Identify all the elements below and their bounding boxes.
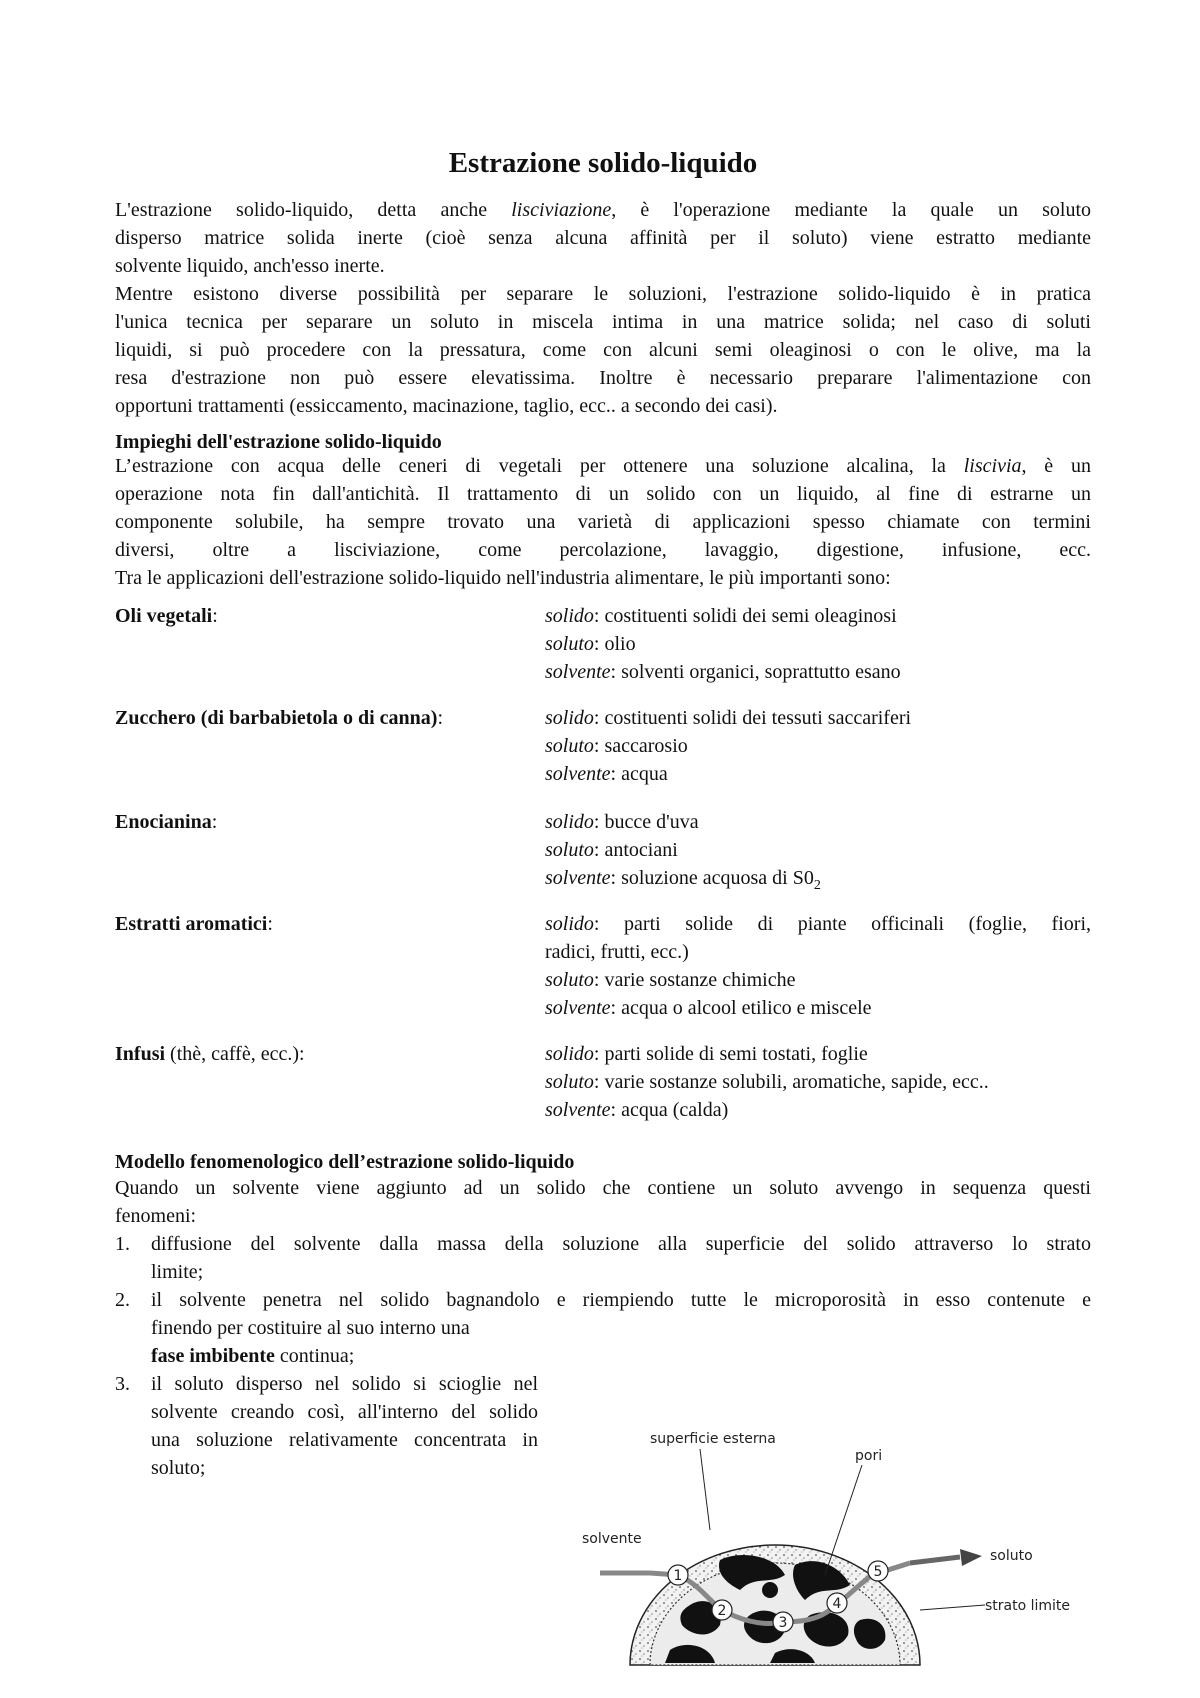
application-detail-line: soluto: varie sostanze chimiche xyxy=(545,969,796,991)
impieghi-line: L’estrazione con acqua delle ceneri di vegetali per ottenere una soluzione alcalina, la liscivia, è un xyxy=(115,455,1091,477)
section-impieghi-body xyxy=(115,452,1091,592)
intro-p2-line: resa d'estrazione non può essere elevatissima. Inoltre è necessario preparare l'alimentazione con xyxy=(115,367,1091,389)
application-detail-line: solido: costituenti solidi dei tessuti saccariferi xyxy=(545,707,912,729)
step-line: fase imbibente continua; xyxy=(151,1345,355,1367)
step-line: soluto; xyxy=(151,1457,206,1479)
solute-arrow-line xyxy=(910,1557,960,1563)
phenomenon-step xyxy=(115,1286,1091,1370)
solute-arrowhead xyxy=(960,1549,982,1566)
application-details xyxy=(545,602,1091,686)
application-detail-line: solido: parti solide di piante officinali (foglie, fiori, xyxy=(545,913,1091,935)
application-name: Zucchero (di barbabietola o di canna): xyxy=(115,707,443,729)
application-detail-line: soluto: saccarosio xyxy=(545,735,688,757)
application-detail-line: solvente: acqua o alcool etilico e miscele xyxy=(545,997,872,1019)
section-modello-intro xyxy=(115,1174,1091,1230)
application-name: Infusi (thè, caffè, ecc.): xyxy=(115,1043,305,1065)
intro-p1-line: solvente liquido, anch'esso inerte. xyxy=(115,255,385,277)
impieghi-line: componente solubile, ha sempre trovato una varietà di applicazioni spesso chiamate con termini xyxy=(115,511,1091,533)
step-marker-2: 2 xyxy=(717,1603,727,1619)
application-details xyxy=(545,910,1091,1022)
step-line: il solvente penetra nel solido bagnandolo e riempiendo tutte le microporosità in esso contenute e xyxy=(151,1289,1091,1311)
step-number: 2. xyxy=(115,1289,130,1311)
intro-p2-line: Mentre esistono diverse possibilità per separare le soluzioni, l'estrazione solido-liquido è in pratica xyxy=(115,283,1091,305)
step-line: diffusione del solvente dalla massa della soluzione alla superficie del solido attraverso lo strato xyxy=(151,1233,1091,1255)
application-details xyxy=(545,704,1091,788)
intro-p1-line: L'estrazione solido-liquido, detta anche lisciviazione, è l'operazione mediante la quale un soluto xyxy=(115,199,1092,221)
application-name: Oli vegetali: xyxy=(115,605,218,627)
step-line: una soluzione relativamente concentrata in xyxy=(151,1429,538,1451)
step-number: 1. xyxy=(115,1233,130,1255)
phenomenon-step xyxy=(115,1230,1091,1286)
intro-p2-line: l'unica tecnica per separare un soluto in miscela intima in una matrice solida; nel caso di soluti xyxy=(115,311,1091,333)
impieghi-line: Tra le applicazioni dell'estrazione solido-liquido nell'industria alimentare, le più importanti sono: xyxy=(115,567,891,589)
application-details xyxy=(545,808,1091,900)
application-name: Estratti aromatici: xyxy=(115,913,273,935)
application-detail-line: solvente: acqua xyxy=(545,763,668,785)
application-detail-line: solvente: soluzione acquosa di $S0_2$ xyxy=(545,867,821,893)
label-soluto: soluto xyxy=(990,1548,1033,1564)
impieghi-line: diversi, oltre a lisciviazione, come percolazione, lavaggio, digestione, infusione, ecc. xyxy=(115,539,1091,561)
page-title: Estrazione solido-liquido xyxy=(448,147,758,179)
intro-p2-line: liquidi, si può procedere con la pressatura, come con alcuni semi oleaginosi o con le olive, ma la xyxy=(115,339,1091,361)
label-strato-limite: strato limite xyxy=(985,1598,1071,1614)
application-detail-line: solvente: acqua (calda) xyxy=(545,1099,729,1121)
step-marker-3: 3 xyxy=(778,1615,788,1631)
intro-p1-line: disperso matrice solida inerte (cioè senza alcuna affinità per il soluto) viene estratto mediante xyxy=(115,227,1091,249)
application-detail-line: solvente: solventi organici, soprattutto esano xyxy=(545,661,901,683)
step-line: solvente creando così, all'interno del solido xyxy=(151,1401,538,1423)
section-heading-impieghi: Impieghi dell'estrazione solido-liquido xyxy=(115,431,442,453)
step-line: limite; xyxy=(151,1261,204,1283)
extraction-diagram-svg xyxy=(582,1425,1100,1675)
intro-paragraph-2 xyxy=(115,280,1091,420)
modello-intro-line: Quando un solvente viene aggiunto ad un solido che contiene un soluto avvengo in sequenza questi xyxy=(115,1177,1091,1199)
application-detail-line: radici, frutti, ecc.) xyxy=(545,941,689,963)
section-heading-modello: Modello fenomenologico dell’estrazione solido-liquido xyxy=(115,1151,575,1173)
leader-superficie xyxy=(700,1449,710,1530)
impieghi-line: operazione nota fin dall'antichità. Il trattamento di un solido con un liquido, al fine di estrarne un xyxy=(115,483,1091,505)
step-line: finendo per costituire al suo interno una xyxy=(151,1317,470,1339)
modello-intro-line: fenomeni: xyxy=(115,1205,197,1227)
application-name: Enocianina: xyxy=(115,811,218,833)
step-marker-4: 4 xyxy=(832,1596,842,1612)
leader-strato xyxy=(920,1605,985,1610)
intro-paragraph-1 xyxy=(115,196,1091,280)
application-detail-line: solido: bucce d'uva xyxy=(545,811,699,833)
application-detail-line: solido: costituenti solidi dei semi oleaginosi xyxy=(545,605,897,627)
extraction-diagram xyxy=(582,1425,1100,1675)
label-solvente: solvente xyxy=(582,1531,642,1547)
application-detail-line: soluto: antociani xyxy=(545,839,678,861)
step-line: il soluto disperso nel solido si scioglie nel xyxy=(151,1373,538,1395)
application-details xyxy=(545,1040,1091,1124)
step-marker-1: 1 xyxy=(673,1568,683,1584)
application-detail-line: solido: parti solide di semi tostati, foglie xyxy=(545,1043,868,1065)
step-number: 3. xyxy=(115,1373,130,1395)
label-superficie-esterna: superficie esterna xyxy=(650,1431,776,1447)
step-marker-5: 5 xyxy=(873,1564,883,1580)
intro-p2-line: opportuni trattamenti (essiccamento, macinazione, taglio, ecc.. a secondo dei casi). xyxy=(115,395,778,417)
label-pori: pori xyxy=(855,1448,883,1464)
application-detail-line: soluto: varie sostanze solubili, aromatiche, sapide, ecc.. xyxy=(545,1071,989,1093)
application-detail-line: soluto: olio xyxy=(545,633,636,655)
